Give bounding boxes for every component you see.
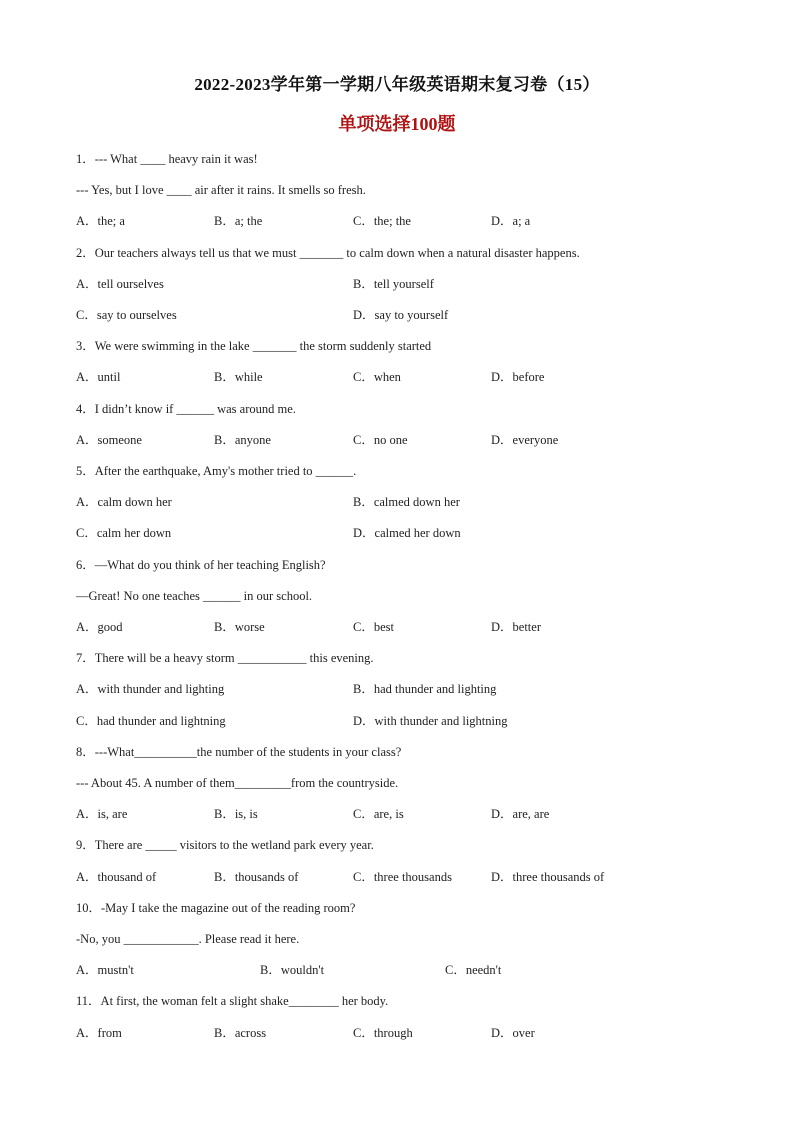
question-9-option-c: C．three thousands bbox=[353, 870, 452, 884]
question-1-option-a: A．the; a bbox=[76, 214, 125, 228]
question-11-option-a: A．from bbox=[76, 1026, 122, 1040]
question-7-stem: 7．There will be a heavy storm ___________ this evening. bbox=[76, 651, 374, 665]
question-10-stem-line2: -No, you ____________. Please read it here. bbox=[76, 932, 300, 946]
question-1-stem: 1．--- What ____ heavy rain it was! bbox=[76, 152, 258, 166]
question-6-stem: 6．—What do you think of her teaching English? bbox=[76, 558, 326, 572]
question-6-option-c: C．best bbox=[353, 620, 394, 634]
question-6-stem-line2: —Great! No one teaches ______ in our school. bbox=[76, 589, 313, 603]
question-11-option-d: D．over bbox=[491, 1026, 535, 1040]
question-10-option-c: C．needn't bbox=[445, 963, 502, 977]
question-1-option-c: C．the; the bbox=[353, 214, 411, 228]
question-10-option-a: A．mustn't bbox=[76, 963, 134, 977]
question-7-option-b: B．had thunder and lighting bbox=[353, 682, 497, 696]
question-4-option-c: C．no one bbox=[353, 433, 408, 447]
question-10-stem: 10．-May I take the magazine out of the reading room? bbox=[76, 901, 356, 915]
question-3-option-a: A．until bbox=[76, 370, 121, 384]
question-8-option-a: A．is, are bbox=[76, 807, 128, 821]
question-6-option-d: D．better bbox=[491, 620, 541, 634]
question-1-option-d: D．a; a bbox=[491, 214, 531, 228]
question-11-stem: 11．At first, the woman felt a slight shake________ her body. bbox=[76, 994, 389, 1008]
page-title: 2022-2023学年第一学期八年级英语期末复习卷（15） bbox=[194, 75, 600, 94]
question-4-option-b: B．anyone bbox=[214, 433, 271, 447]
question-10-option-b: B．wouldn't bbox=[260, 963, 325, 977]
question-5-option-a: A．calm down her bbox=[76, 495, 172, 509]
question-1-option-b: B．a; the bbox=[214, 214, 263, 228]
question-6-option-a: A．good bbox=[76, 620, 123, 634]
question-8-option-d: D．are, are bbox=[491, 807, 550, 821]
question-2-option-a: A．tell ourselves bbox=[76, 277, 164, 291]
question-4-stem: 4．I didn’t know if ______ was around me. bbox=[76, 402, 296, 416]
question-5-option-c: C．calm her down bbox=[76, 526, 172, 540]
question-11-option-c: C．through bbox=[353, 1026, 413, 1040]
question-3-stem: 3．We were swimming in the lake _______ the storm suddenly started bbox=[76, 339, 432, 353]
question-8-option-b: B．is, is bbox=[214, 807, 258, 821]
question-11-option-b: B．across bbox=[214, 1026, 267, 1040]
question-2-option-d: D．say to yourself bbox=[353, 308, 449, 322]
question-2-option-b: B．tell yourself bbox=[353, 277, 434, 291]
question-2-option-c: C．say to ourselves bbox=[76, 308, 177, 322]
question-8-stem: 8．---What__________the number of the students in your class? bbox=[76, 745, 402, 759]
question-7-option-c: C．had thunder and lightning bbox=[76, 714, 226, 728]
question-8-option-c: C．are, is bbox=[353, 807, 404, 821]
question-8-stem-line2: --- About 45. A number of them_________from the countryside. bbox=[76, 776, 399, 790]
question-4-option-a: A．someone bbox=[76, 433, 142, 447]
question-7-option-d: D．with thunder and lightning bbox=[353, 714, 508, 728]
question-9-option-d: D．three thousands of bbox=[491, 870, 605, 884]
question-3-option-b: B．while bbox=[214, 370, 263, 384]
question-9-option-b: B．thousands of bbox=[214, 870, 299, 884]
question-3-option-d: D．before bbox=[491, 370, 545, 384]
question-2-stem: 2．Our teachers always tell us that we must _______ to calm down when a natural disaster happens. bbox=[76, 246, 580, 260]
question-3-option-c: C．when bbox=[353, 370, 401, 384]
question-6-option-b: B．worse bbox=[214, 620, 265, 634]
question-5-option-d: D．calmed her down bbox=[353, 526, 461, 540]
question-9-option-a: A．thousand of bbox=[76, 870, 157, 884]
question-5-option-b: B．calmed down her bbox=[353, 495, 460, 509]
question-9-stem: 9．There are _____ visitors to the wetland park every year. bbox=[76, 838, 374, 852]
section-heading: 单项选择100题 bbox=[338, 114, 456, 134]
question-7-option-a: A．with thunder and lighting bbox=[76, 682, 225, 696]
question-4-option-d: D．everyone bbox=[491, 433, 559, 447]
question-1-stem-line2: --- Yes, but I love ____ air after it rains. It smells so fresh. bbox=[76, 183, 366, 197]
question-5-stem: 5．After the earthquake, Amy's mother tried to ______. bbox=[76, 464, 357, 478]
